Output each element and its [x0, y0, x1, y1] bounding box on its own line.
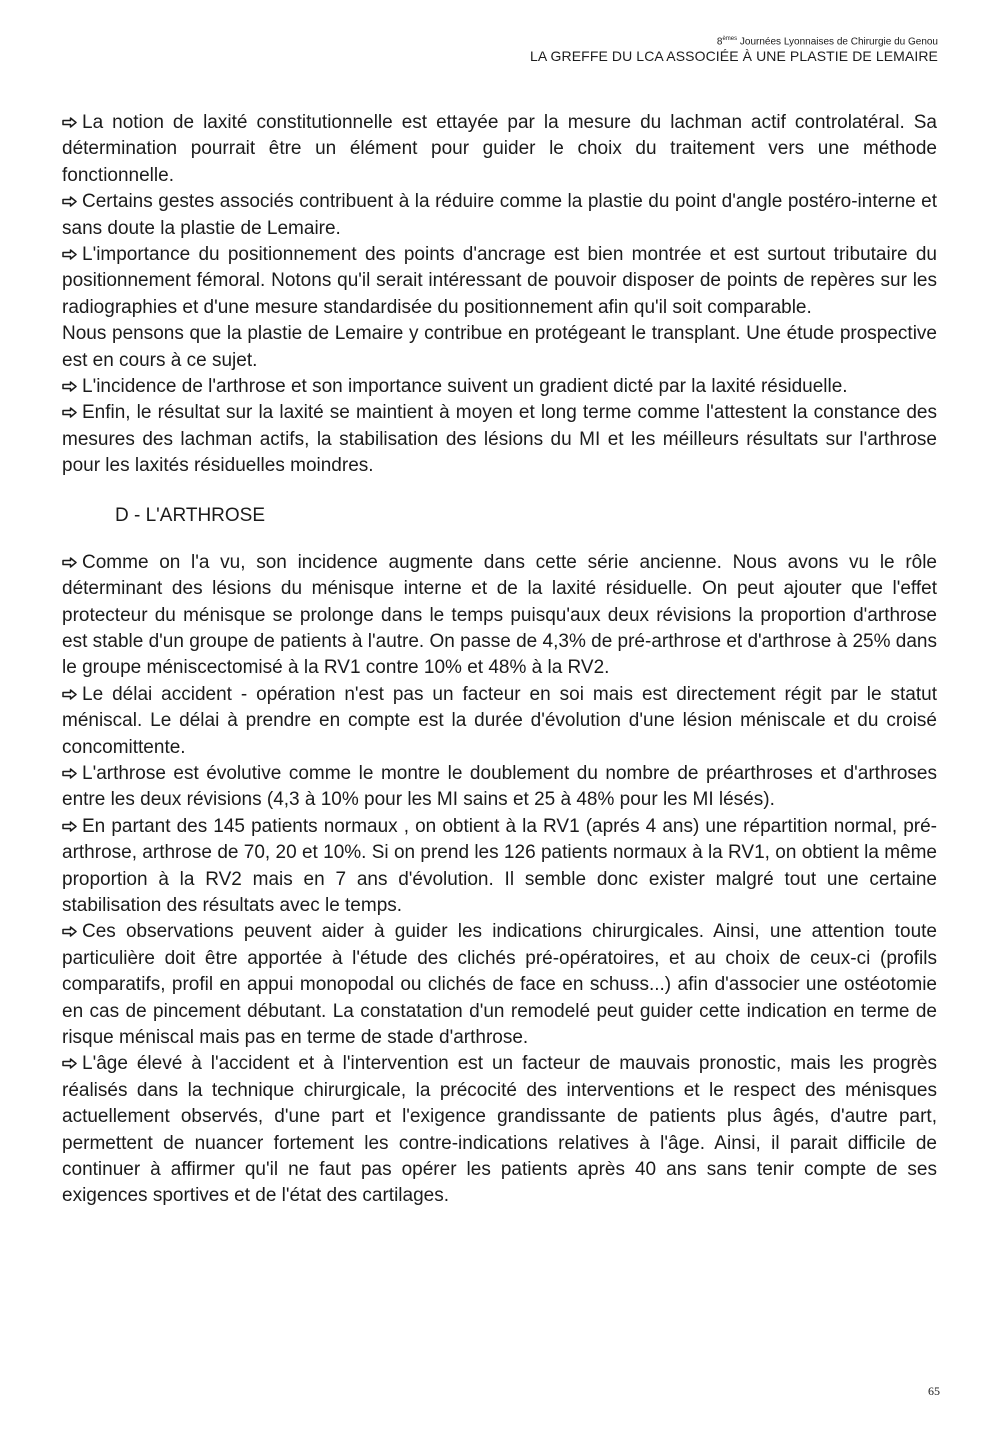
paragraph: [62, 321, 937, 374]
paragraph-text: Enfin, le résultat sur la laxité se maintient à moyen et long terme comme l'attestent la constance des mesures des lachman actifs, la stabilisation des lésions du MI et les méilleurs résultats sur l'arthrose pour les laxités résiduelles moindres.: [62, 402, 937, 477]
paragraph: [62, 400, 937, 479]
section-arthrose: [62, 550, 937, 1210]
hollow-right-arrow-icon: [62, 814, 82, 840]
hollow-right-arrow-icon: [62, 919, 82, 945]
header-edition-number: 8: [716, 36, 723, 48]
paragraph: [62, 550, 937, 682]
section-heading: D - L'ARTHROSE: [115, 504, 266, 526]
paragraph-text: L'incidence de l'arthrose et son importance suivent un gradient dicté par la laxité résiduelle.: [82, 376, 848, 398]
hollow-right-arrow-icon: [62, 189, 82, 215]
paragraph-text: La notion de laxité constitutionnelle est ettayée par la mesure du lachman actif controlatéral. Sa détermination pourrait être un élément pour guider le choix du traitement vers une méthode fonctionnelle.: [62, 112, 937, 186]
paragraph-text: L'arthrose est évolutive comme le montre le doublement du nombre de préarthroses et d'arthroses entre les deux révisions (4,3 à 10% pour les MI sains et 25 à 48% pour les MI lésés).: [62, 762, 937, 811]
hollow-right-arrow-icon: [62, 400, 82, 426]
paragraph-text: L'importance du positionnement des points d'ancrage est bien montrée et est surtout tributaire du positionnement fémoral. Notons qu'il serait intéressant de pouvoir disposer de points de repères sur les radiographies et d'une mesure standardisée du positionnement afin qu'il soit comparable.: [62, 244, 937, 318]
paragraph-text: Nous pensons que la plastie de Lemaire y contribue en protégeant le transplant. Une étude prospective est en cours à ce sujet.: [62, 323, 937, 371]
paragraph: [62, 814, 937, 920]
paragraph: [62, 374, 937, 400]
hollow-right-arrow-icon: [62, 550, 82, 576]
page-number: 65: [928, 1384, 940, 1398]
paragraph: [62, 919, 937, 1051]
body-text: [62, 110, 937, 1210]
header-conference: [530, 36, 938, 48]
paragraph: [62, 682, 937, 761]
section-laxity: [62, 110, 937, 480]
paragraph-text: En partant des 145 patients normaux , on obtient à la RV1 (aprés 4 ans) une répartition normal, pré-arthrose, arthrose de 70, 20 et 10%. Si on prend les 126 patients normaux à la RV1, on obtient la même proportion à la RV2 mais en 7 ans d'évolution. Il semble donc exister malgré tout une certaine stabilisation des résultats avec le temps.: [62, 815, 937, 916]
paragraph: [62, 761, 937, 814]
paragraph: [62, 110, 937, 189]
hollow-right-arrow-icon: [62, 682, 82, 708]
paragraph: [62, 1051, 937, 1209]
header-edition-suffix: èmes: [722, 36, 738, 42]
hollow-right-arrow-icon: [62, 374, 82, 400]
hollow-right-arrow-icon: [62, 110, 82, 136]
paragraph-text: Ces observations peuvent aider à guider les indications chirurgicales. Ainsi, une attention toute particulière doit être apportée à l'étude des clichés pré-opératoires, et au choix de ceux-ci (profils comparatifs, profil en appui monopodal ou clichés de face en schuss...) afin d'associer une ostéotomie en cas de pincement débutant. La constatation d'un remodelé peut guider cette indication en terme de risque méniscal mais pas en terme de stade d'arthrose.: [62, 921, 937, 1048]
paragraph-text: Certains gestes associés contribuent à la réduire comme la plastie du point d'angle postéro-interne et sans doute la plastie de Lemaire.: [62, 191, 937, 239]
paragraph-text: L'âge élevé à l'accident et à l'intervention est un facteur de mauvais pronostic, mais les progrès réalisés dans la technique chirurgicale, la précocité des interventions et le respect des ménisques actuellement observés, d'une part et l'exigence grandissante de patients plus âgés, d'autre part, permettent de nuancer fortement les contre-indications relatives à l'âge. Ainsi, il parait difficile de continuer à affirmer qu'il ne faut pas opérer les patients après 40 ans sans tenir compte de ses exigences sportives et de l'état des cartilages.: [62, 1053, 937, 1207]
header-conference-name: Journées Lyonnaises de Chirurgie du Genou: [739, 36, 938, 48]
paragraph-text: Comme on l'a vu, son incidence augmente dans cette série ancienne. Nous avons vu le rôle déterminant des lésions du ménisque interne et de la laxité résiduelle. On peut ajouter que l'effet protecteur du ménisque se prolonge dans le temps puisqu'aux deux révisions la proportion d'arthrose est stable d'un groupe de patients à l'autre. On passe de 4,3% de pré-arthrose et d'arthrose à 25% dans le groupe méniscectomisé à la RV1 contre 10% et 48% à la RV2.: [62, 551, 937, 679]
hollow-right-arrow-icon: [62, 761, 82, 787]
paragraph-text: Le délai accident - opération n'est pas un facteur en soi mais est directement régit par le statut méniscal. Le délai à prendre en compte est la durée d'évolution d'une lésion méniscale et du croisé concomittente.: [62, 683, 937, 758]
header-title: LA GREFFE DU LCA ASSOCIÉE À UNE PLASTIE DE LEMAIRE: [529, 47, 938, 64]
hollow-right-arrow-icon: [62, 1051, 82, 1077]
running-header: [530, 36, 938, 64]
paragraph: [62, 189, 937, 242]
paragraph: [62, 242, 937, 321]
hollow-right-arrow-icon: [62, 242, 82, 268]
